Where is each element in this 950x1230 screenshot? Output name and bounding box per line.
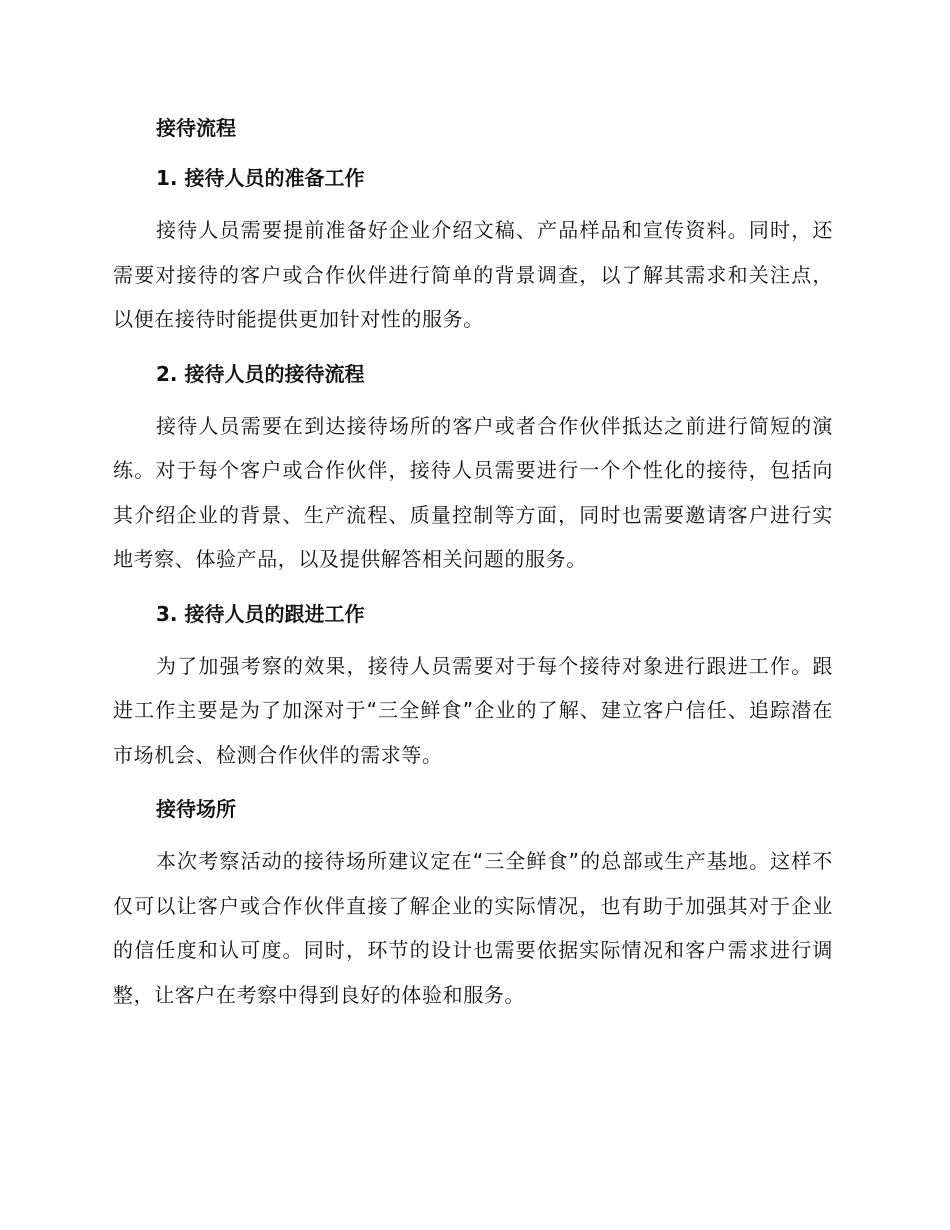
- document-content: [113, 110, 833, 1017]
- step2-paragraph: 接待人员需要在到达接待场所的客户或者合作伙伴抵达之前进行简短的演练。对于每个客户或合作伙伴，接待人员需要进行一个个性化的接待，包括向其介绍企业的背景、生产流程、质量控制等方面，同时也需要邀请客户进行实地考察、体验产品，以及提供解答相关问题的服务。: [113, 413, 833, 571]
- step2-title: 2. 接待人员的接待流程: [156, 361, 365, 386]
- venue-paragraph: 本次考察活动的接待场所建议定在“三全鲜食”的总部或生产基地。这样不仅可以让客户或合作伙伴直接了解企业的实际情况，也有助于加强其对于企业的信任度和认可度。同时，环节的设计也需要依据实际情况和客户需求进行调整，让客户在考察中得到良好的体验和服务。: [113, 849, 833, 1007]
- section-title-reception-process: 接待流程: [156, 116, 236, 140]
- step3-paragraph: 为了加强考察的效果，接待人员需要对于每个接待对象进行跟进工作。跟进工作主要是为了加深对于“三全鲜食”企业的了解、建立客户信任、追踪潜在市场机会、检测合作伙伴的需求等。: [113, 653, 833, 767]
- step1-title: 1. 接待人员的准备工作: [156, 166, 365, 190]
- step1-paragraph: 接待人员需要提前准备好企业介绍文稿、产品样品和宣传资料。同时，还需要对接待的客户或合作伙伴进行简单的背景调查，以了解其需求和关注点，以便在接待时能提供更加针对性的服务。: [113, 218, 833, 331]
- section-title-reception-venue: 接待场所: [156, 797, 236, 821]
- step3-title: 3. 接待人员的跟进工作: [156, 601, 365, 626]
